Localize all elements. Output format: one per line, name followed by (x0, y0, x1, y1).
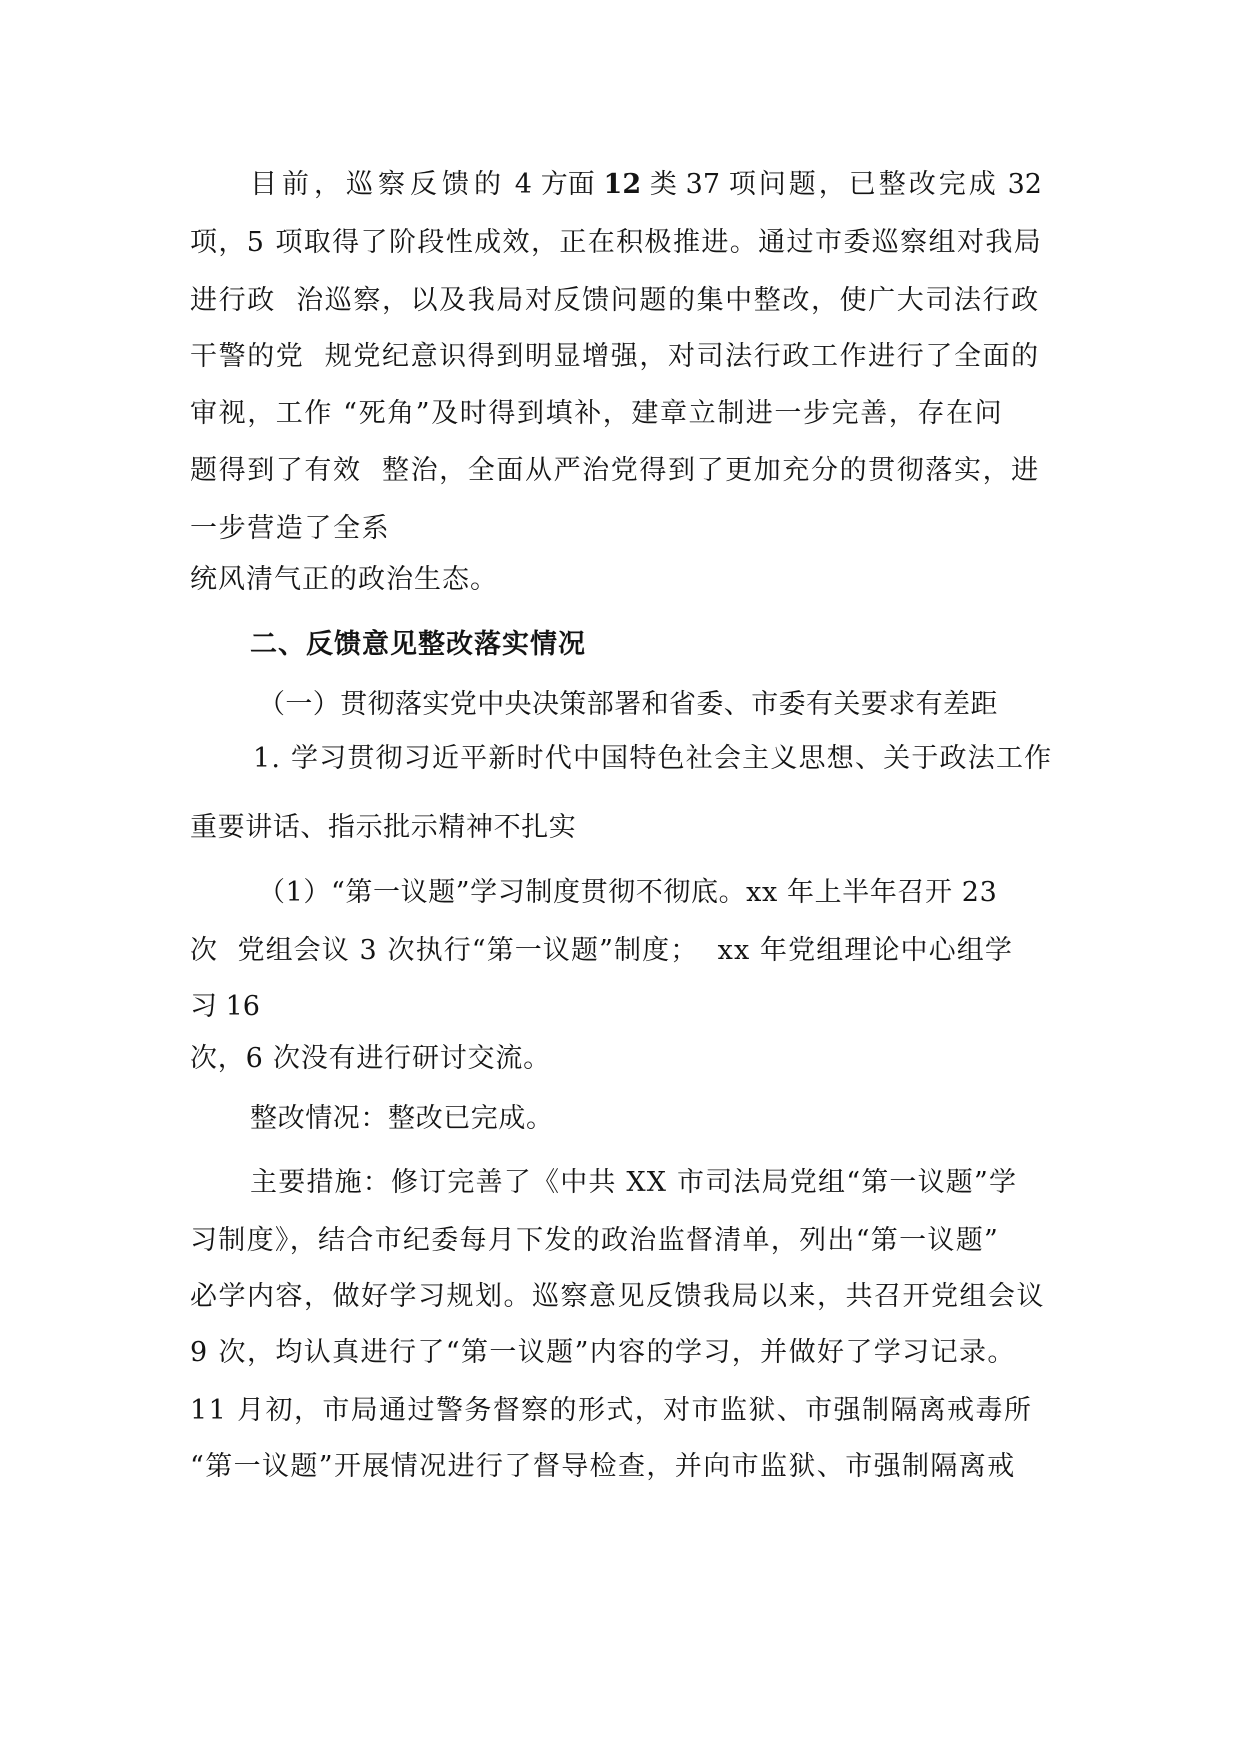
text-fragment: 方面 (540, 169, 595, 200)
paragraph-line: 干警的党 规党纪意识得到明显增强，对司法行政工作进行了全面的 (190, 341, 1040, 372)
text-fragment: 项问题，已整改完成 (728, 169, 999, 200)
text-fragment: 32 (1007, 169, 1042, 200)
paragraph-line: 项，5 项取得了阶段性成效，正在积极推进。通过市委巡察组对我局 (190, 227, 1043, 258)
paragraph-line: 进行政 治巡察，以及我局对反馈问题的集中整改，使广大司法行政 (190, 285, 1040, 316)
status-line: 整改情况：整改已完成。 (250, 1103, 554, 1134)
section-heading: 二、反馈意见整改落实情况 (250, 629, 586, 660)
paragraph-line: 一步营造了全系 (190, 513, 391, 544)
point-line: （1）“第一议题”学习制度贯彻不彻底。xx 年上半年召开 23 (258, 877, 998, 908)
text-fragment-bold: 12 (603, 169, 642, 200)
paragraph-line: 审视，工作 “死角”及时得到填补，建章立制进一步完善，存在问 (190, 398, 1004, 429)
text-fragment: 类 (649, 169, 677, 200)
point-line: 次，6 次没有进行研讨交流。 (190, 1043, 551, 1074)
paragraph-line: 统风清气正的政治生态。 (190, 564, 498, 595)
measures-line: 11 月初，市局通过警务督察的形式，对市监狱、市强制隔离戒毒所 (190, 1395, 1033, 1426)
measures-line: 习制度》，结合市纪委每月下发的政治监督清单，列出“第一议题” (190, 1225, 1000, 1256)
paragraph-line: 题得到了有效 整治，全面从严治党得到了更加充分的贯彻落实，进 (190, 455, 1040, 486)
text-fragment: 目前，巡察反馈的 (250, 169, 506, 200)
subsection-heading: （一）贯彻落实党中央决策部署和省委、市委有关要求有差距 (258, 689, 998, 720)
point-line: 习 16 (190, 991, 260, 1022)
item-line: 重要讲话、指示批示精神不扎实 (190, 812, 577, 843)
measures-line: 主要措施：修订完善了《中共 XX 市司法局党组“第一议题”学 (250, 1167, 1018, 1198)
text-fragment: 37 (685, 169, 721, 200)
measures-line: 9 次，均认真进行了“第一议题”内容的学习，并做好了学习记录。 (190, 1337, 1016, 1368)
point-line: 次 党组会议 3 次执行“第一议题”制度； xx 年党组理论中心组学 (190, 935, 1013, 966)
measures-line: “第一议题”开展情况进行了督导检查，并向市监狱、市强制隔离戒 (190, 1451, 1016, 1482)
paragraph-line (250, 168, 1042, 202)
text-fragment: 4 (514, 169, 532, 200)
measures-line: 必学内容，做好学习规划。巡察意见反馈我局以来，共召开党组会议 (190, 1281, 1045, 1312)
item-line: 1. 学习贯彻习近平新时代中国特色社会主义思想、关于政法工作 (253, 743, 1053, 774)
